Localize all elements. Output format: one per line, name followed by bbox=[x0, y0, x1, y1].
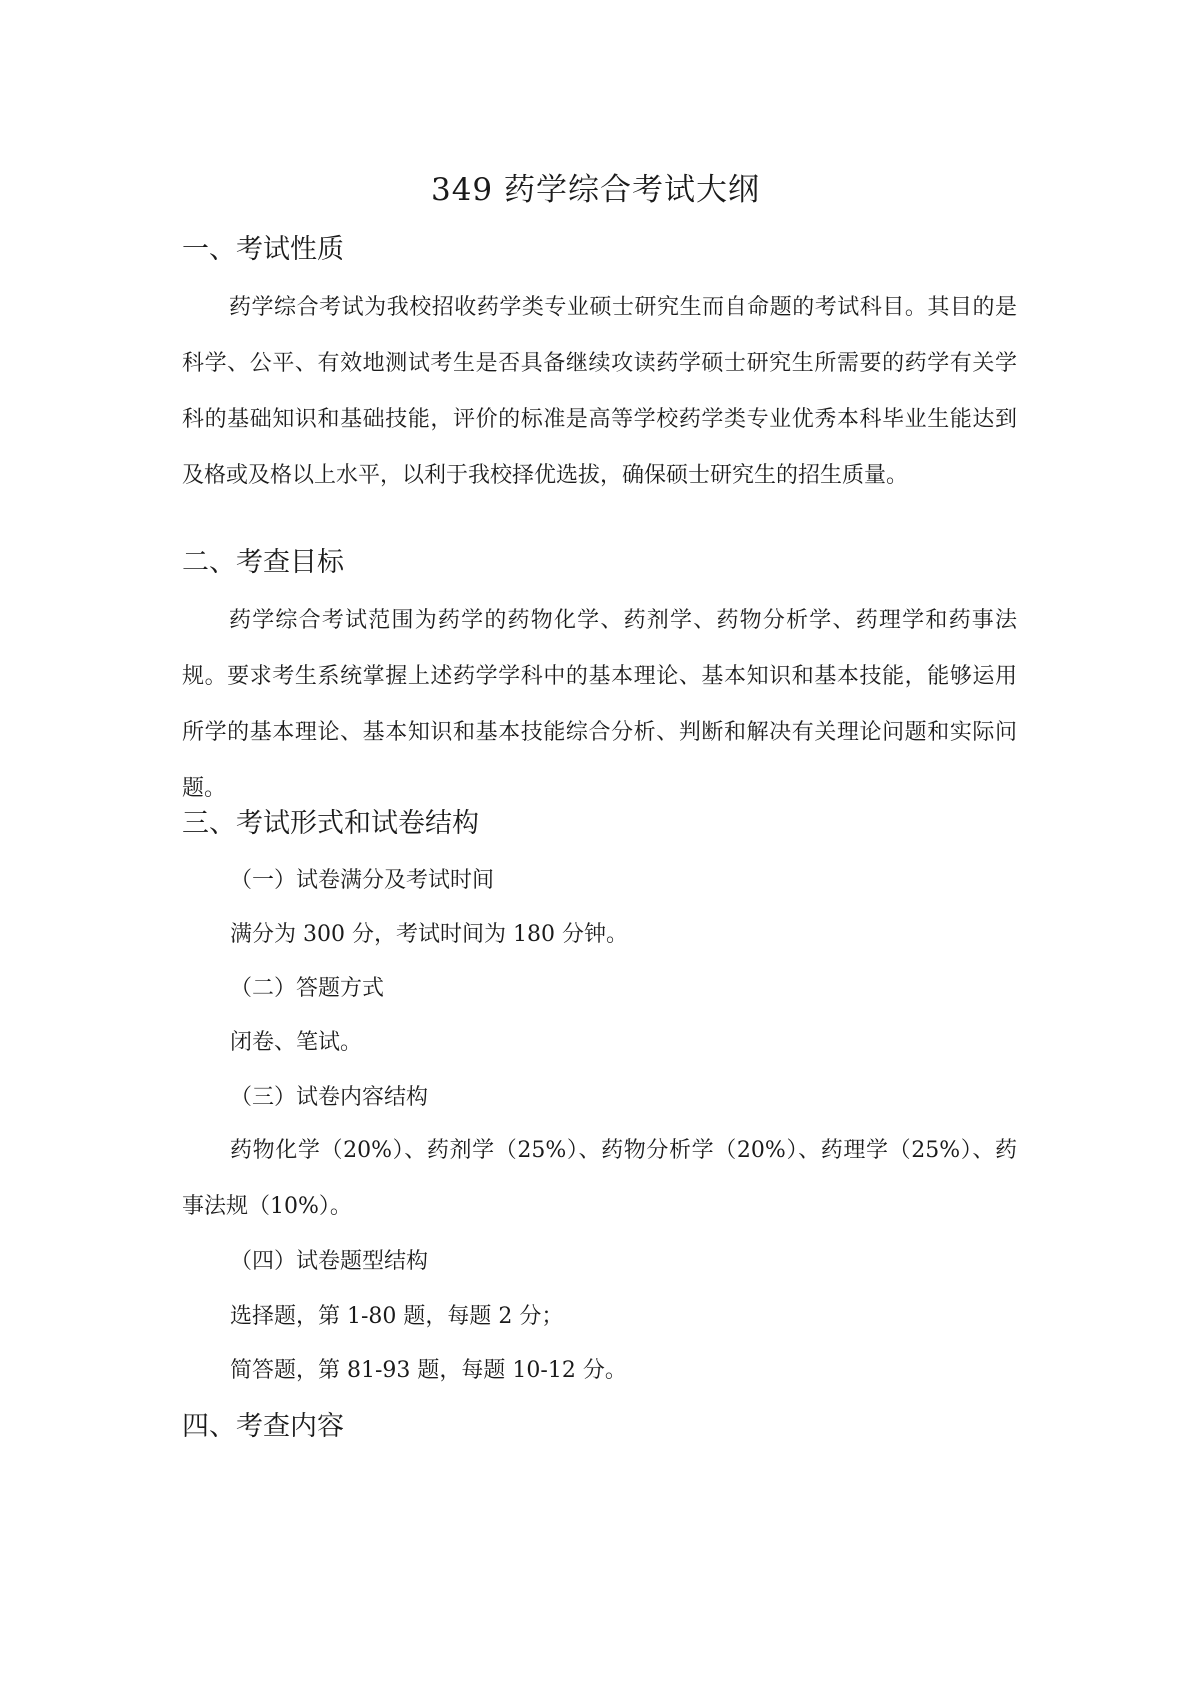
section-paragraph-exam-nature: 药学综合考试为我校招收药学类专业硕士研究生而自命题的考试科目。其目的是科学、公平、有效地测试考生是否具备继续攻读药学硕士研究生所需要的药学有关学科的基础知识和基础技能，评价的标准是高等学校药学类专业优秀本科毕业生能达到及格或及格以上水平，以利于我校择优选拔，确保硕士研究生的招生质量。 bbox=[182, 295, 1017, 488]
section-heading-exam-format: 三、考试形式和试卷结构 bbox=[182, 808, 479, 839]
subsection-content-answer-method: 闭卷、笔试。 bbox=[230, 1030, 363, 1055]
subsection-content-content-structure: 药物化学（20%）、药剂学（25%）、药物分析学（20%）、药理学（25%）、药事法规（10%）。 bbox=[182, 1138, 1017, 1219]
subsection-label-score-time: （一）试卷满分及考试时间 bbox=[230, 868, 495, 893]
subsection-label-content-structure: （三）试卷内容结构 bbox=[230, 1085, 429, 1110]
section-paragraph-exam-objectives: 药学综合考试范围为药学的药物化学、药剂学、药物分析学、药理学和药事法规。要求考生系统掌握上述药学学科中的基本理论、基本知识和基本技能，能够运用所学的基本理论、基本知识和基本技能综合分析、判断和解决有关理论问题和实际问题。 bbox=[182, 608, 1017, 801]
document-title: 349 药学综合考试大纲 bbox=[430, 172, 761, 208]
section-heading-exam-content: 四、考查内容 bbox=[182, 1411, 344, 1442]
section-heading-exam-objectives: 二、考查目标 bbox=[182, 547, 344, 578]
subsection-label-answer-method: （二）答题方式 bbox=[230, 976, 385, 1001]
section-heading-exam-nature: 一、考试性质 bbox=[182, 234, 344, 265]
question-type-line: 简答题，第 81-93 题，每题 10-12 分。 bbox=[230, 1358, 627, 1383]
question-type-line: 选择题，第 1-80 题，每题 2 分； bbox=[230, 1304, 564, 1329]
subsection-content-score-time: 满分为 300 分，考试时间为 180 分钟。 bbox=[230, 922, 628, 947]
subsection-label-question-types: （四）试卷题型结构 bbox=[230, 1249, 429, 1274]
